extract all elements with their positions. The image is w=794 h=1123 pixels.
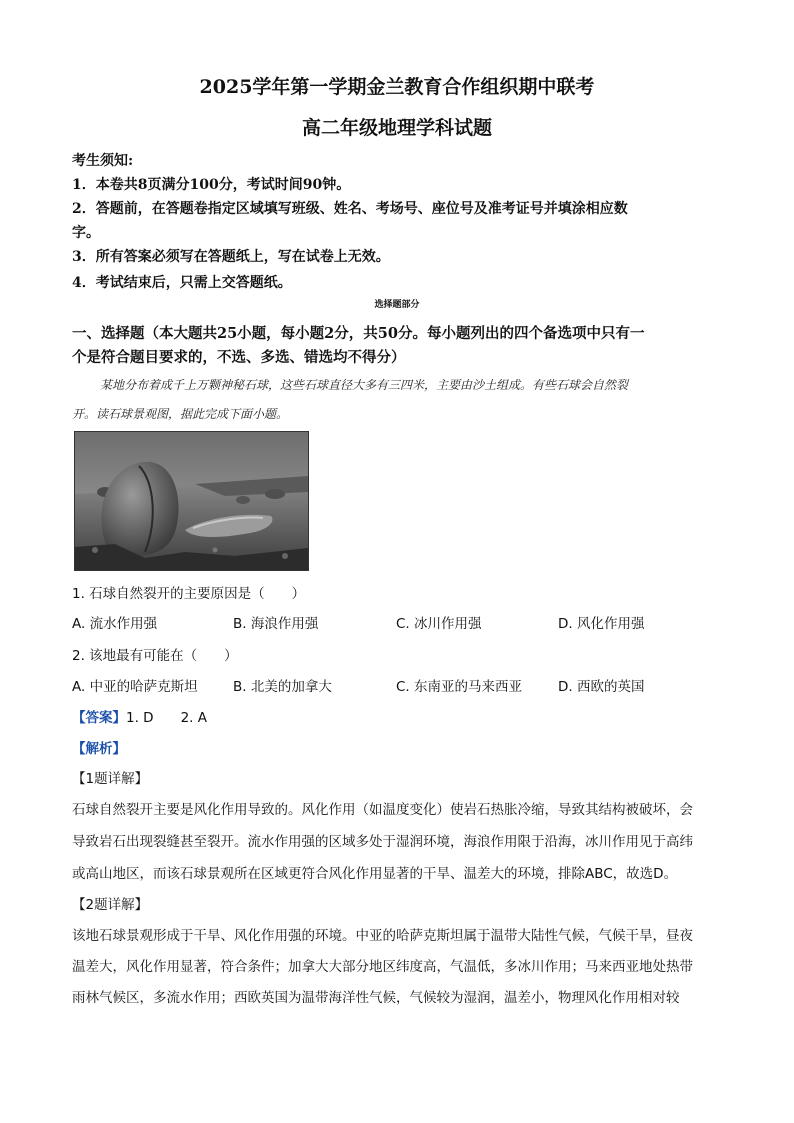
analysis-q1-line-2: 导致岩石出现裂缝甚至裂开。流水作用强的区域多处于湿润环境，海浪作用限于沿海，冰川作用见于高纬 xyxy=(72,834,693,850)
analysis-q2-line-1: 该地石球景观形成于干旱、风化作用强的环境。中亚的哈萨克斯坦属于温带大陆性气候，气候干旱，昼夜 xyxy=(72,928,693,944)
section-instruction-2: 个是符合题目要求的，不选、多选、错选均不得分） xyxy=(72,349,406,366)
analysis-q1-label: 【1题详解】 xyxy=(72,771,149,787)
answer-label: 【答案】 xyxy=(72,710,126,726)
stone-ball-image xyxy=(75,432,308,570)
intro-line-2: 开。读石球景观图，据此完成下面小题。 xyxy=(72,407,289,421)
analysis-label: 【解析】 xyxy=(72,741,126,757)
notice-item-2: 2．答题前，在答题卷指定区域填写班级、姓名、考场号、座位号及准考证号并填涂相应数 xyxy=(72,201,628,217)
notice-item-4: 4．考试结束后，只需上交答题纸。 xyxy=(72,275,292,291)
exam-subtitle: 高二年级地理学科试题 xyxy=(301,117,492,139)
analysis-q1-line-3: 或高山地区，而该石球景观所在区域更符合风化作用显著的干旱、温差大的环境，排除ABC，故选D。 xyxy=(72,866,678,882)
question-2-option-c[interactable]: C. 东南亚的马来西亚 xyxy=(396,679,523,695)
question-2-option-b[interactable]: B. 北美的加拿大 xyxy=(233,679,332,695)
question-2-option-d[interactable]: D. 西欧的英国 xyxy=(558,679,645,695)
question-2-stem: 2. 该地最有可能在（ ） xyxy=(72,648,238,664)
notice-heading: 考生须知: xyxy=(72,153,134,169)
exam-title: 2025学年第一学期金兰教育合作组织期中联考 xyxy=(199,76,595,98)
analysis-q1-line-1: 石球自然裂开主要是风化作用导致的。风化作用（如温度变化）使岩石热胀冷缩，导致其结构被破坏，会 xyxy=(72,802,693,818)
notice-item-1: 1．本卷共8页满分100分，考试时间90钟。 xyxy=(72,177,351,193)
section-title: 选择题部分 xyxy=(374,300,420,310)
notice-item-3: 3．所有答案必须写在答题纸上，写在试卷上无效。 xyxy=(72,249,390,265)
analysis-q2-line-3: 雨林气候区，多流水作用；西欧英国为温带海洋性气候，气候较为湿润，温差小，物理风化作用相对较 xyxy=(72,990,680,1006)
analysis-q2-label: 【2题详解】 xyxy=(72,897,149,913)
question-1-option-a[interactable]: A. 流水作用强 xyxy=(72,616,158,632)
question-1-option-c[interactable]: C. 冰川作用强 xyxy=(396,616,482,632)
intro-line-1: 某地分布着成千上万颗神秘石球，这些石球直径大多有三四米，主要由沙土组成。有些石球会自然裂 xyxy=(100,378,629,392)
question-1-option-b[interactable]: B. 海浪作用强 xyxy=(233,616,319,632)
question-1-option-d[interactable]: D. 风化作用强 xyxy=(558,616,645,632)
stone-ball-photo xyxy=(74,431,309,571)
question-1-stem: 1. 石球自然裂开的主要原因是（ ） xyxy=(72,586,306,602)
notice-item-2-cont: 字。 xyxy=(72,225,100,241)
answer-row xyxy=(72,706,207,726)
section-instruction-1: 一、选择题（本大题共25小题，每小题2分，共50分。每小题列出的四个备选项中只有一 xyxy=(72,325,645,342)
analysis-q2-line-2: 温差大，风化作用显著，符合条件；加拿大大部分地区纬度高，气温低，多冰川作用；马来西亚地处热带 xyxy=(72,959,693,975)
answer-text: 1. D 2. A xyxy=(126,710,207,726)
question-2-option-a[interactable]: A. 中亚的哈萨克斯坦 xyxy=(72,679,198,695)
